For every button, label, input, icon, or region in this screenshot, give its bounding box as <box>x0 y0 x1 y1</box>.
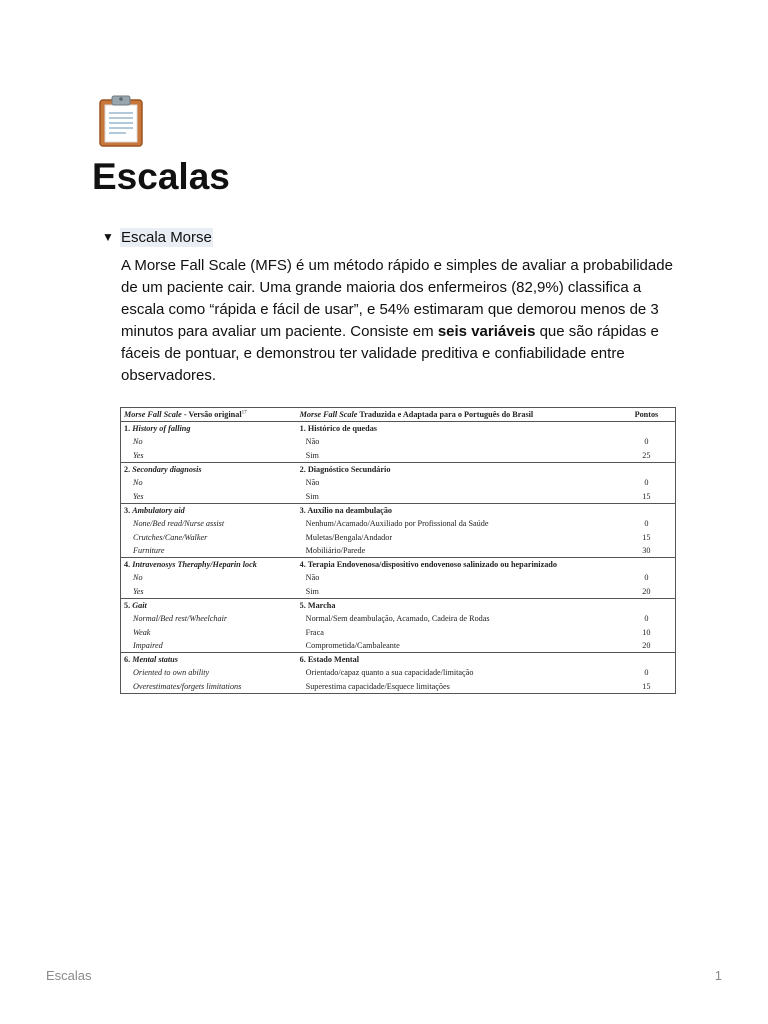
toggle-label: Escala Morse <box>121 228 212 246</box>
item-translated: Mobiliário/Parede <box>305 545 366 555</box>
item-translated: Fraca <box>305 627 324 637</box>
header-points: Pontos <box>615 408 676 422</box>
table-header-row <box>121 408 676 422</box>
item-points: 0 <box>644 478 649 488</box>
group-translated-label: 1. Histórico de quedas <box>299 424 377 434</box>
table-row <box>121 680 676 694</box>
item-translated: Muletas/Bengala/Andador <box>305 532 393 542</box>
item-points: 0 <box>644 614 649 624</box>
paragraph-text-1: A Morse Fall Scale (MFS) é um método rápido e simples de avaliar a probabilidade de um paciente cair. Uma grande maioria dos enfermeiros (82,9%) classifica a escala como “rápida e fácil de usar”, e 54% estimaram que demorou menos de 3 minutos para avaliar um paciente. Consiste em <box>121 257 673 340</box>
table-group-row <box>121 422 676 436</box>
item-original: No <box>133 437 143 447</box>
item-points: 0 <box>644 668 649 678</box>
footer-page-number: 1 <box>714 968 722 983</box>
item-translated: Não <box>305 478 320 488</box>
item-points: 20 <box>642 640 651 650</box>
item-original: Weak <box>133 627 151 637</box>
group-number: 5. <box>124 601 133 610</box>
item-points: 25 <box>642 450 651 460</box>
header-original-italic: Morse Fall Scale <box>124 410 182 419</box>
group-translated-label: 4. Terapia Endovenosa/dispositivo endovenoso salinizado ou heparinizado <box>297 557 615 571</box>
item-original: Crutches/Cane/Walker <box>133 532 208 542</box>
group-number: 4. <box>124 560 133 570</box>
item-original: Overestimates/forgets limitations <box>133 681 242 691</box>
paragraph-text-2: que são rápidas e fáceis de pontuar, e demonstrou ter validade preditiva e confiabilidade entre observadores. <box>121 323 659 384</box>
group-original-label <box>121 598 297 612</box>
group-translated-label: 5. Marcha <box>297 598 615 612</box>
table-row <box>121 625 676 638</box>
group-number: 2. <box>124 465 133 475</box>
item-translated: Superestima capacidade/Esquece limitações <box>305 681 450 691</box>
header-original-rest: - Versão original <box>181 410 242 419</box>
table-row <box>121 612 676 625</box>
item-original: No <box>133 478 143 488</box>
group-translated-label: 3. Auxílio na deambulação <box>297 503 615 517</box>
item-points: 0 <box>644 437 649 447</box>
group-points-cell <box>615 462 676 476</box>
item-points: 20 <box>642 586 651 596</box>
table-row <box>121 544 676 558</box>
table-row <box>121 489 676 503</box>
table-row <box>121 585 676 599</box>
paragraph-bold: seis variáveis <box>437 323 536 340</box>
group-number: 3. <box>124 505 133 515</box>
morse-fall-scale-table <box>120 407 676 694</box>
item-translated: Sim <box>305 450 319 460</box>
table-group-row <box>121 557 676 571</box>
description-paragraph <box>121 255 681 387</box>
group-original-label <box>121 653 297 667</box>
header-original-sup: 17 <box>241 410 247 416</box>
item-translated: Nenhum/Acamado/Auxiliado por Profissional da Saúde <box>305 519 489 529</box>
header-original <box>121 408 297 422</box>
item-original: Impaired <box>133 640 163 650</box>
item-points: 15 <box>642 532 651 542</box>
item-points: 15 <box>642 491 651 501</box>
group-points-cell <box>615 503 676 517</box>
item-translated: Não <box>305 437 320 447</box>
group-points-cell <box>615 598 676 612</box>
clipboard-icon <box>96 94 146 148</box>
item-translated: Normal/Sem deambulação, Acamado, Cadeira de Rodas <box>305 614 490 624</box>
item-translated: Comprometida/Cambaleante <box>305 640 400 650</box>
item-original: Oriented to own ability <box>133 668 210 678</box>
item-points: 10 <box>642 627 651 637</box>
item-translated: Sim <box>305 586 319 596</box>
table-group-row <box>121 503 676 517</box>
item-original: Yes <box>133 450 144 460</box>
group-points-cell <box>615 557 676 571</box>
group-original-text: Secondary diagnosis <box>132 465 202 475</box>
group-translated-label: 2. Diagnóstico Secundário <box>297 462 615 476</box>
item-original: Furniture <box>133 545 165 555</box>
group-original-label <box>121 462 297 476</box>
item-original: Normal/Bed rest/Wheelchair <box>133 614 228 624</box>
group-original-text: History of falling <box>132 424 191 434</box>
table-body <box>121 422 676 694</box>
group-original-text: Gait <box>132 601 147 610</box>
item-translated: Sim <box>305 491 319 501</box>
item-points: 15 <box>642 681 651 691</box>
group-original-label <box>121 503 297 517</box>
item-points: 0 <box>644 519 649 529</box>
group-translated-label: 6. Estado Mental <box>297 653 615 667</box>
table-row <box>121 449 676 463</box>
item-translated: Não <box>305 573 320 583</box>
table-group-row <box>121 653 676 667</box>
item-points: 0 <box>644 573 649 583</box>
group-original-text: Ambulatory aid <box>132 505 185 515</box>
item-original: Yes <box>133 586 144 596</box>
toggle-escala-morse[interactable] <box>102 227 213 247</box>
header-translated-rest: Traduzida e Adaptada para o Português do Brasil <box>357 410 534 419</box>
table-group-row <box>121 462 676 476</box>
page-title: Escalas <box>92 156 230 197</box>
item-original: Yes <box>133 491 144 501</box>
item-original: None/Bed read/Nurse assist <box>133 519 225 529</box>
table-row <box>121 476 676 489</box>
item-points: 30 <box>642 545 651 555</box>
group-original-label <box>121 557 297 571</box>
table-row <box>121 435 676 448</box>
group-number: 1. <box>124 424 133 434</box>
item-original: No <box>133 573 143 583</box>
triangle-down-icon[interactable]: ▼ <box>102 230 114 244</box>
table-row <box>121 639 676 653</box>
table-row <box>121 530 676 543</box>
group-points-cell <box>615 653 676 667</box>
table-row <box>121 666 676 679</box>
group-original-label <box>121 422 297 436</box>
table-row <box>121 571 676 584</box>
header-translated-italic: Morse Fall Scale <box>299 410 358 419</box>
table-row <box>121 517 676 530</box>
item-translated: Orientado/capaz quanto a sua capacidade/limitação <box>305 668 474 678</box>
table-group-row <box>121 598 676 612</box>
footer-page-title: Escalas <box>46 968 92 983</box>
group-number: 6. <box>124 655 133 665</box>
group-original-text: Mental status <box>132 655 178 665</box>
header-translated <box>297 408 615 422</box>
group-points-cell <box>615 422 676 436</box>
group-original-text: Intravenosys Theraphy/Heparin lock <box>132 560 257 570</box>
